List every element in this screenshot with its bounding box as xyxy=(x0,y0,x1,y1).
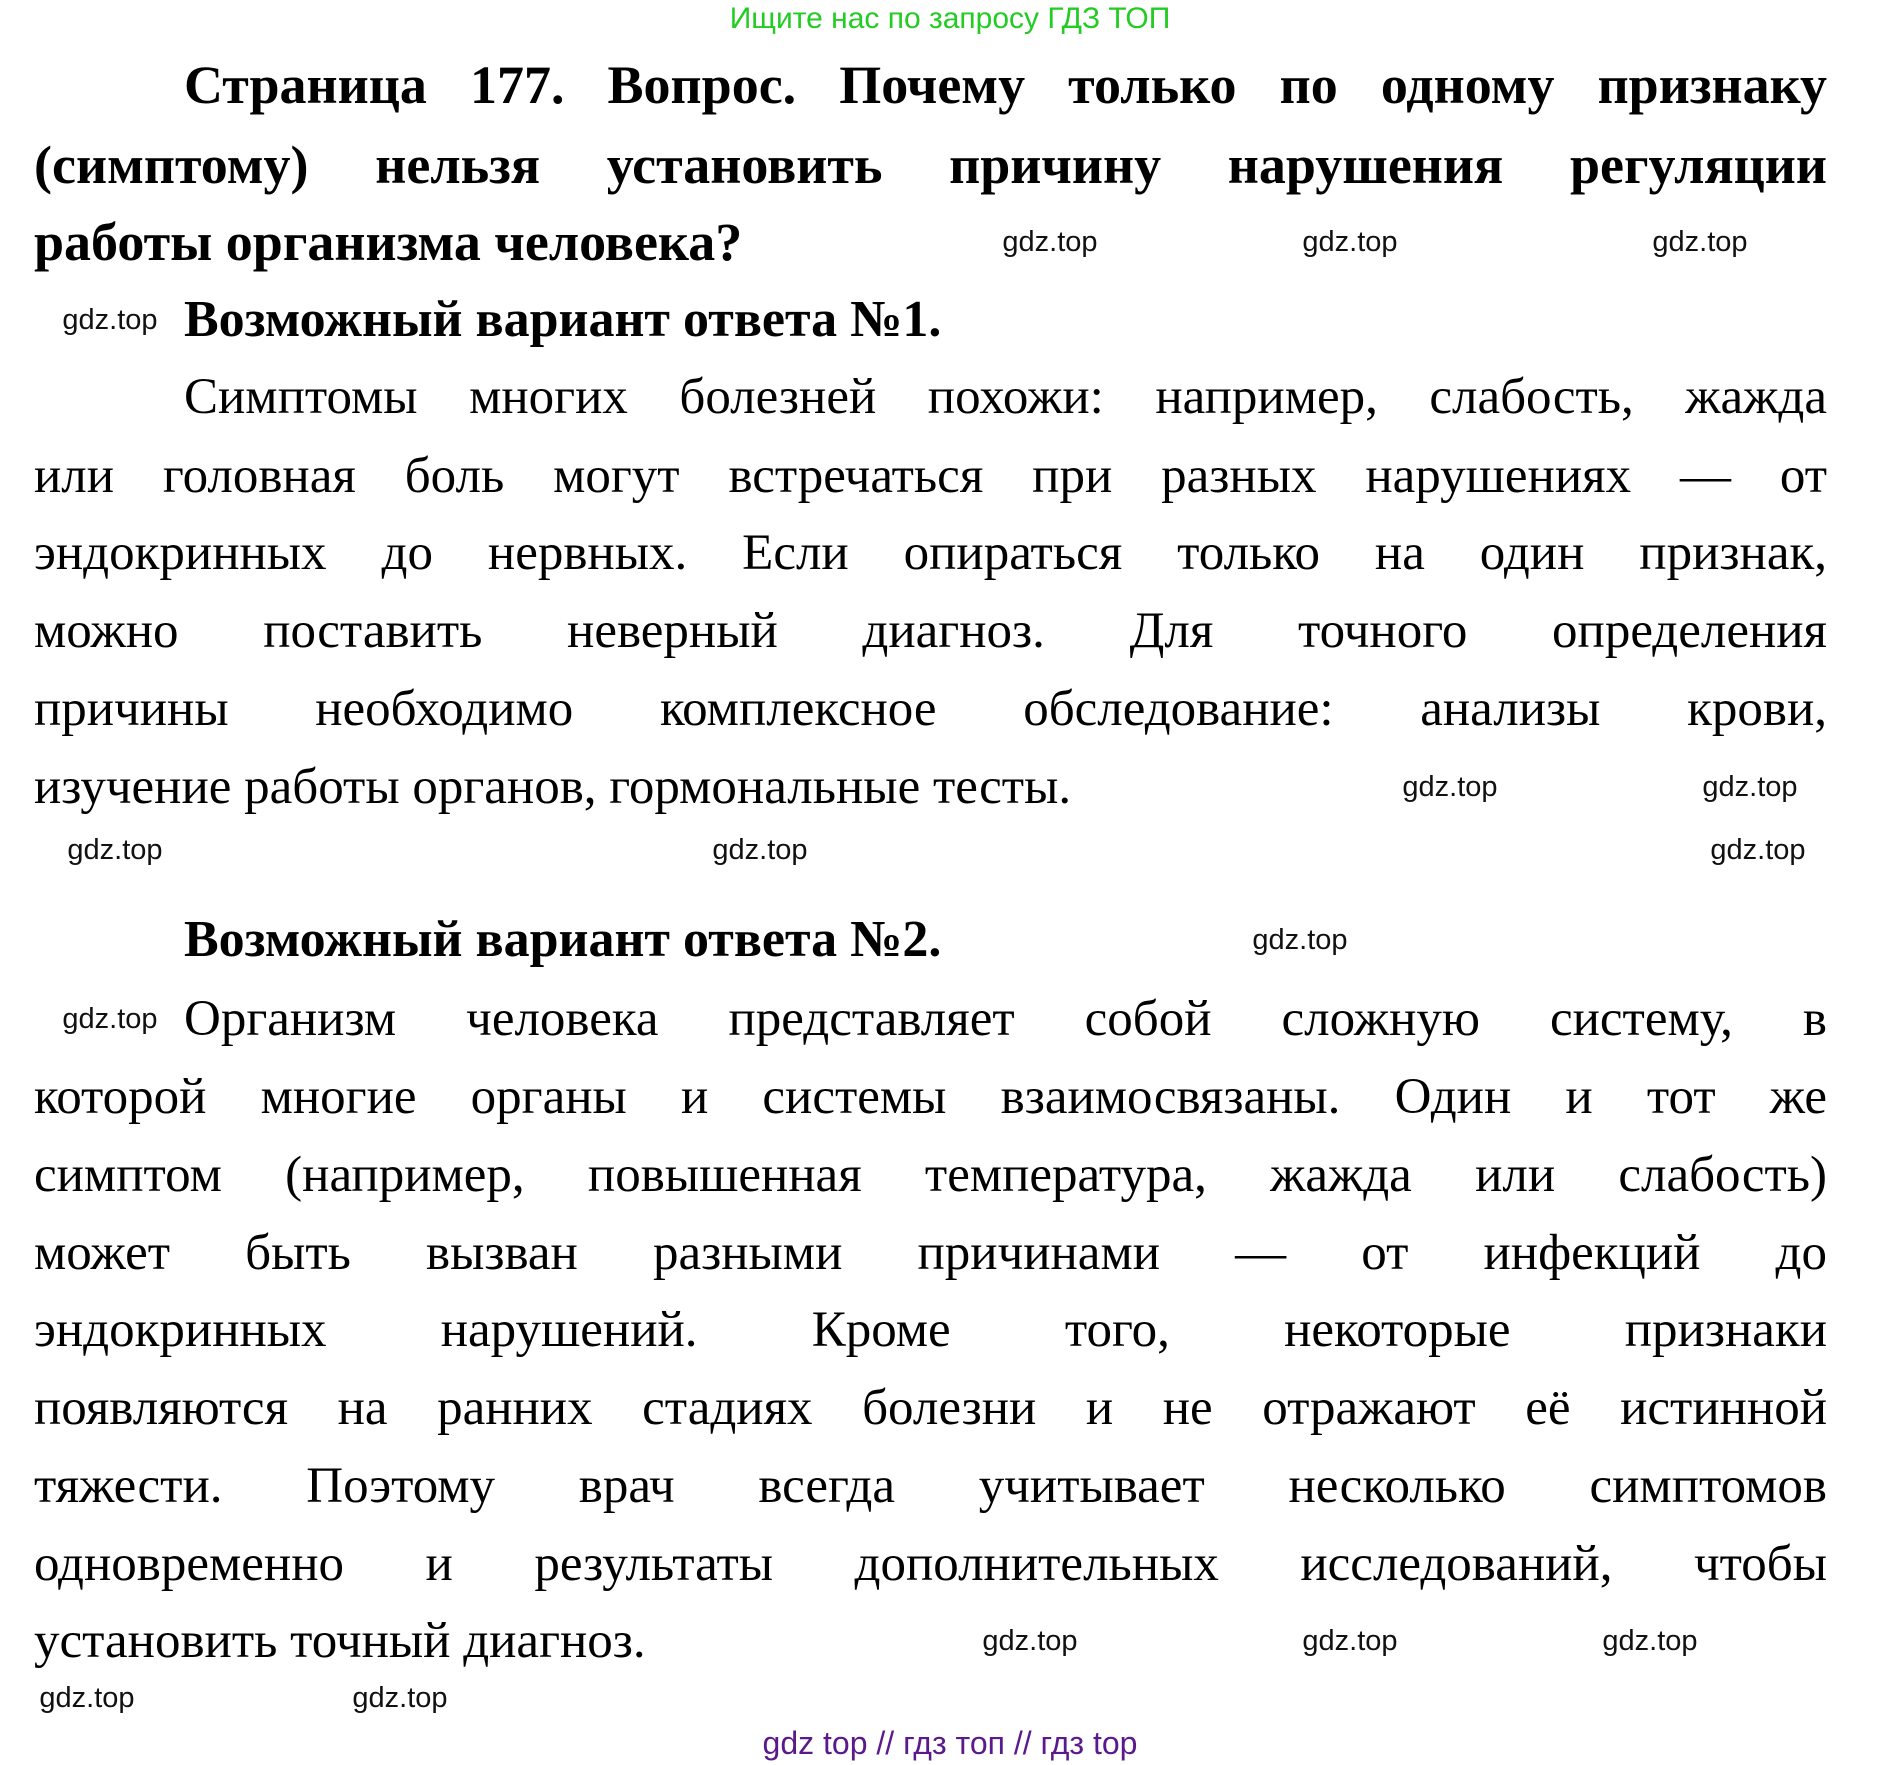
watermark: gdz.top xyxy=(352,1682,448,1714)
answer1-heading: Возможный вариант ответа №1. xyxy=(184,291,942,348)
watermark: gdz.top xyxy=(712,834,808,866)
watermark: gdz.top xyxy=(1652,226,1748,258)
answer1-line: изучение работы органов, гормональные тесты. xyxy=(34,759,1072,815)
question-line: работы организма человека? xyxy=(34,212,743,272)
answer2-line: Организм человека представляет собой сложную систему, в xyxy=(184,991,1827,1047)
footer-links[interactable]: gdz top // гдз топ // гдз top xyxy=(762,1725,1138,1761)
watermark: gdz.top xyxy=(1602,1625,1698,1657)
answer2-line: может быть вызван разными причинами — от инфекций до xyxy=(34,1225,1827,1281)
watermark: gdz.top xyxy=(982,1625,1078,1657)
answer2-line: появляются на ранних стадиях болезни и не отражают её истинной xyxy=(34,1380,1827,1436)
answer2-line: одновременно и результаты дополнительных исследований, чтобы xyxy=(34,1536,1827,1592)
answer1-line: причины необходимо комплексное обследование: анализы крови, xyxy=(34,681,1827,737)
answer1-line: эндокринных до нервных. Если опираться только на один признак, xyxy=(34,525,1827,581)
watermark: gdz.top xyxy=(1702,771,1798,803)
watermark: gdz.top xyxy=(1252,924,1348,956)
watermark: gdz.top xyxy=(62,304,158,336)
watermark: gdz.top xyxy=(62,1003,158,1035)
search-banner[interactable]: Ищите нас по запросу ГДЗ ТОП xyxy=(729,2,1171,35)
watermark: gdz.top xyxy=(1402,771,1498,803)
answer2-line: которой многие органы и системы взаимосвязаны. Один и тот же xyxy=(34,1069,1827,1125)
answer2-heading: Возможный вариант ответа №2. xyxy=(184,911,942,968)
question-line: Страница 177. Вопрос. Почему только по одному признаку xyxy=(184,55,1827,115)
answer2-line: установить точный диагноз. xyxy=(34,1613,646,1669)
watermark: gdz.top xyxy=(1302,1625,1398,1657)
answer1-line: или головная боль могут встречаться при разных нарушениях — от xyxy=(34,448,1827,504)
answer1-line: можно поставить неверный диагноз. Для точного определения xyxy=(34,603,1827,659)
watermark: gdz.top xyxy=(1302,226,1398,258)
watermark: gdz.top xyxy=(1710,834,1806,866)
watermark: gdz.top xyxy=(39,1682,135,1714)
answer2-line: тяжести. Поэтому врач всегда учитывает несколько симптомов xyxy=(34,1458,1827,1514)
answer1-line: Симптомы многих болезней похожи: например, слабость, жажда xyxy=(184,369,1827,425)
question-line: (симптому) нельзя установить причину нарушения регуляции xyxy=(34,135,1827,195)
answer2-line: эндокринных нарушений. Кроме того, некоторые признаки xyxy=(34,1302,1827,1358)
answer2-line: симптом (например, повышенная температура, жажда или слабость) xyxy=(34,1147,1827,1203)
watermark: gdz.top xyxy=(67,834,163,866)
watermark: gdz.top xyxy=(1002,226,1098,258)
